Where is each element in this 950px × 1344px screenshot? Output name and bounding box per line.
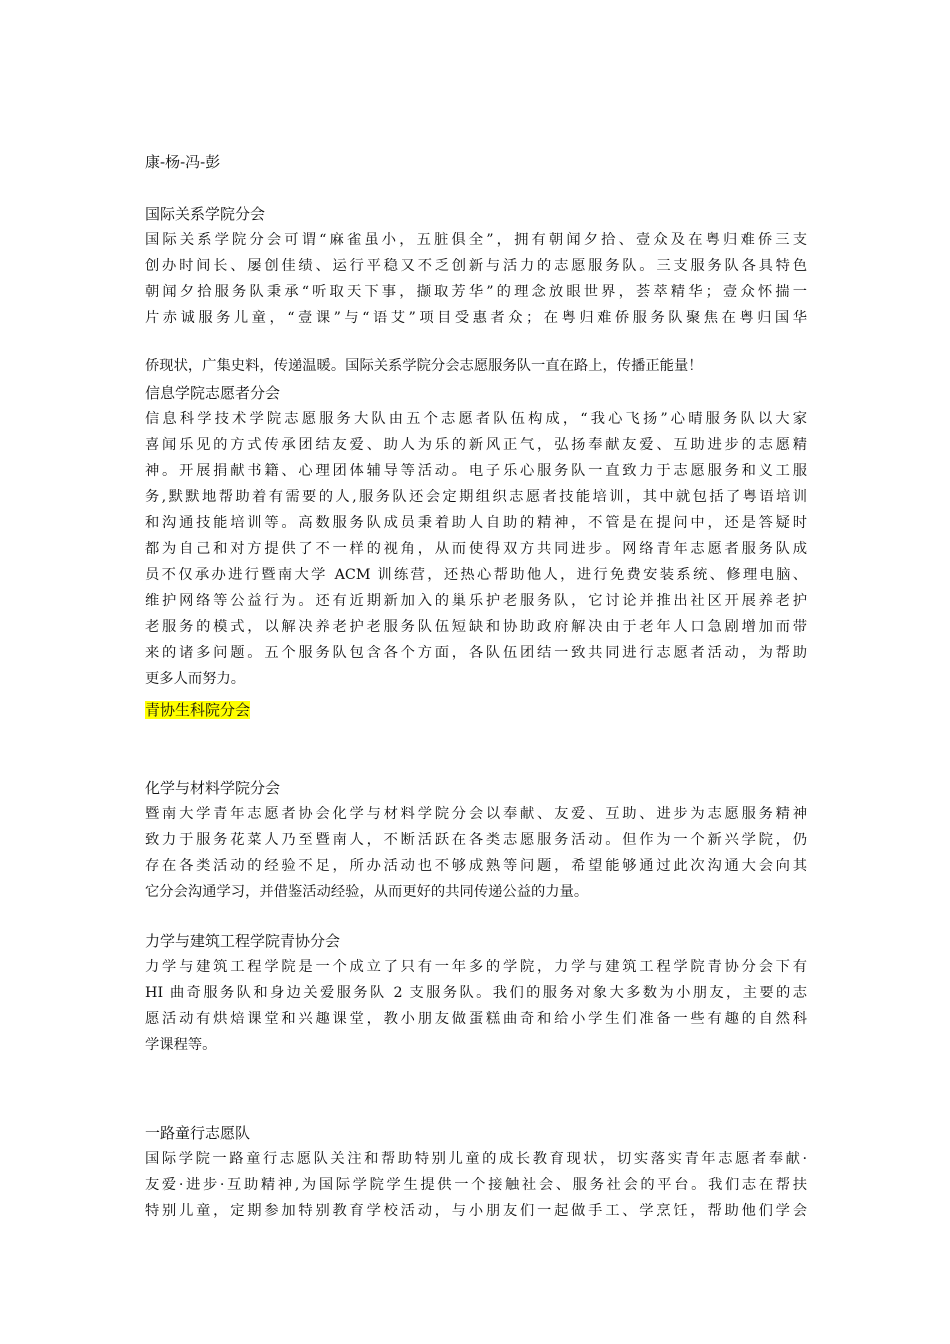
section-title: 化学与材料学院分会 (145, 779, 281, 797)
paragraph-line: HI 曲奇服务队和身边关爱服务队 2 支服务队。我们的服务对象大多数为小朋友，主要的志 (145, 985, 807, 1001)
section-title: 一路童行志愿队 (145, 1124, 251, 1142)
paragraph-line: 它分会沟通学习，并借鉴活动经验，从而更好的共同传递公益的力量。 (145, 884, 589, 900)
paragraph-line: 特别儿童，定期参加特别教育学校活动，与小朋友们一起做手工、学烹饪，帮助他们学会 (145, 1203, 807, 1219)
paragraph-line: 国际关系学院分会可谓“麻雀虽小，五脏俱全”，拥有朝闻夕拾、壹众及在粤归难侨三支 (145, 232, 807, 248)
paragraph-line: 片赤诚服务儿童，“壹课”与“语艾”项目受惠者众；在粤归难侨服务队聚焦在粤归国华 (145, 310, 807, 326)
paragraph-line: 致力于服务花菜人乃至暨南人，不断活跃在各类志愿服务活动。但作为一个新兴学院，仍 (145, 832, 807, 848)
document-heading: 康-杨-冯-彭 (145, 153, 221, 171)
paragraph-line: 信息科学技术学院志愿服务大队由五个志愿者队伍构成，“我心飞扬”心晴服务队以大家 (145, 411, 807, 427)
paragraph-line: 更多人而努力。 (145, 671, 246, 687)
paragraph-line: 维护网络等公益行为。还有近期新加入的巢乐护老服务队，它讨论并推出社区开展养老护 (145, 593, 807, 609)
paragraph-line: 存在各类活动的经验不足，所办活动也不够成熟等问题，希望能够通过此次沟通大会向其 (145, 858, 807, 874)
paragraph-line: 暨南大学青年志愿者协会化学与材料学院分会以奉献、友爱、互助、进步为志愿服务精神 (145, 806, 807, 822)
paragraph-line: 力学与建筑工程学院是一个成立了只有一年多的学院，力学与建筑工程学院青协分会下有 (145, 959, 807, 975)
highlighted-section-title: 青协生科院分会 (145, 701, 251, 719)
paragraph-line: 学课程等。 (145, 1037, 217, 1053)
paragraph-line: 和沟通技能培训等。高数服务队成员秉着助人自助的精神，不管是在提问中，还是答疑时 (145, 515, 807, 531)
paragraph-line: 老服务的模式，以解决养老护老服务队伍短缺和协助政府解决由于老年人口急剧增加而带 (145, 619, 807, 635)
paragraph-line: 喜闻乐见的方式传承团结友爱、助人为乐的新风正气，弘扬奉献友爱、互助进步的志愿精 (145, 437, 807, 453)
paragraph-line: 国际学院一路童行志愿队关注和帮助特别儿童的成长教育现状，切实落实青年志愿者奉献· (145, 1151, 807, 1167)
paragraph-line: 务,默默地帮助着有需要的人,服务队还会定期组织志愿者技能培训，其中就包括了粤语培训 (145, 489, 807, 505)
section-title: 国际关系学院分会 (145, 205, 266, 223)
paragraph-line: 都为自己和对方提供了不一样的视角，从而使得双方共同进步。网络青年志愿者服务队成 (145, 541, 807, 557)
paragraph-line: 创办时间长、屡创佳绩、运行平稳又不乏创新与活力的志愿服务队。三支服务队各具特色 (145, 258, 807, 274)
paragraph-line: 侨现状，广集史料，传递温暖。国际关系学院分会志愿服务队一直在路上，传播正能量！ (145, 358, 703, 374)
section-title: 力学与建筑工程学院青协分会 (145, 932, 341, 950)
paragraph-line: 神。开展捐献书籍、心理团体辅导等活动。电子乐心服务队一直致力于志愿服务和义工服 (145, 463, 807, 479)
section-title: 信息学院志愿者分会 (145, 384, 281, 402)
paragraph-line: 朝闻夕拾服务队秉承“听取天下事，撷取芳华”的理念放眼世界，荟萃精华；壹众怀揣一 (145, 284, 807, 300)
paragraph-line: 友爱·进步·互助精神,为国际学院学生提供一个接触社会、服务社会的平台。我们志在帮扶 (145, 1177, 807, 1193)
paragraph-line: 来的诸多问题。五个服务队包含各个方面，各队伍团结一致共同进行志愿者活动，为帮助 (145, 645, 807, 661)
paragraph-line: 愿活动有烘焙课堂和兴趣课堂，教小朋友做蛋糕曲奇和给小学生们准备一些有趣的自然科 (145, 1011, 807, 1027)
paragraph-line: 员不仅承办进行暨南大学 ACM 训练营，还热心帮助他人，进行免费安装系统、修理电脑、 (145, 567, 807, 583)
